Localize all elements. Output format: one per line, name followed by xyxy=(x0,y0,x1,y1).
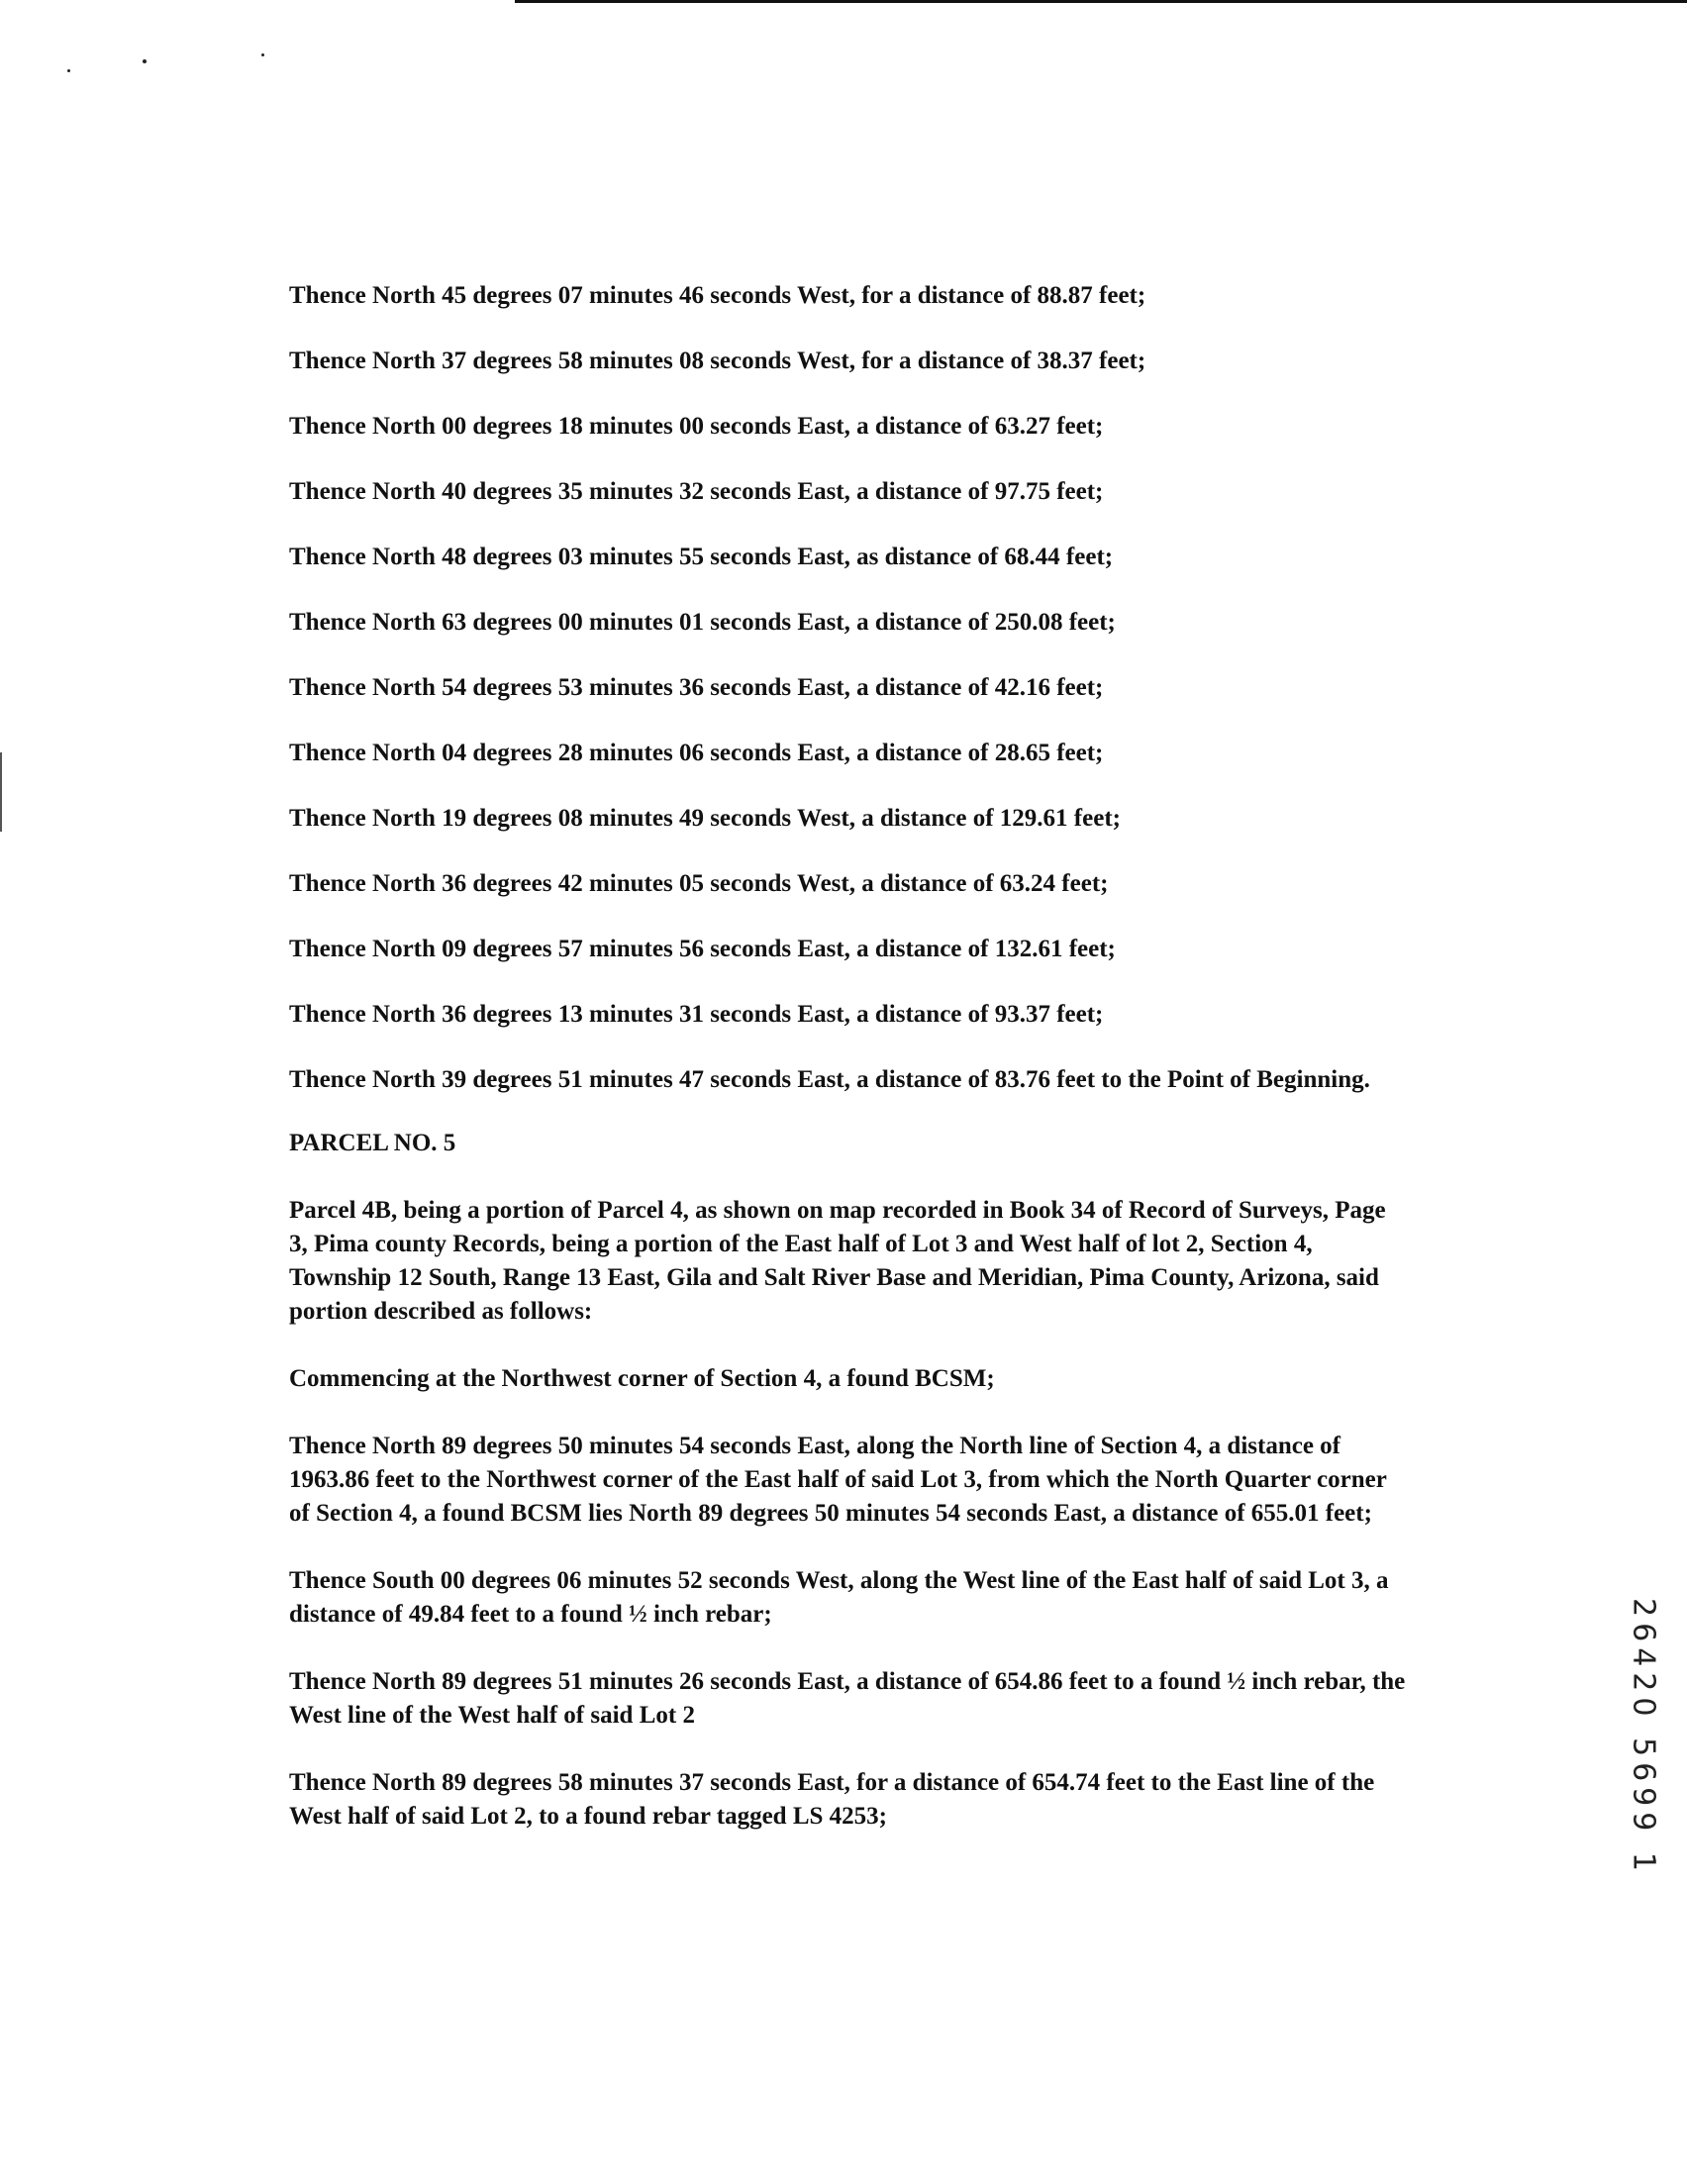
course-line: Thence North 54 degrees 53 minutes 36 seconds East, a distance of 42.16 feet; xyxy=(289,674,1104,701)
course-line: Thence North 48 degrees 03 minutes 55 seconds East, as distance of 68.44 feet; xyxy=(289,544,1114,570)
course-line: Thence North 63 degrees 00 minutes 01 seconds East, a distance of 250.08 feet; xyxy=(289,609,1116,636)
course-line: Thence North 37 degrees 58 minutes 08 seconds West, for a distance of 38.37 feet; xyxy=(289,347,1146,374)
scan-speck xyxy=(143,59,147,63)
course-paragraph: Thence North 89 degrees 51 minutes 26 seconds East, a distance of 654.86 feet to a found ½ inch rebar, the West line of the West half of said Lot 2 xyxy=(289,1668,1406,1729)
course-line: Thence North 40 degrees 35 minutes 32 seconds East, a distance of 97.75 feet; xyxy=(289,478,1104,505)
parcel-description: Parcel 4B, being a portion of Parcel 4, as shown on map recorded in Book 34 of Record of Surveys, Page 3, Pima county Records, being a portion of the East half of Lot 3 and West half of lot 2, Section 4, Township 12 South, Range 13 East, Gila and Salt River Base and Meridian, Pima County, Arizona, said portion described as follows: xyxy=(289,1197,1386,1325)
scan-edge-mark xyxy=(0,752,2,832)
commencing-line: Commencing at the Northwest corner of Section 4, a found BCSM; xyxy=(289,1365,995,1392)
document-number-stamp xyxy=(1624,1594,1663,1881)
course-line: Thence North 04 degrees 28 minutes 06 seconds East, a distance of 28.65 feet; xyxy=(289,740,1104,766)
course-line: Thence North 09 degrees 57 minutes 56 seconds East, a distance of 132.61 feet; xyxy=(289,936,1116,962)
scan-top-border xyxy=(515,0,1687,3)
scan-speck xyxy=(261,53,264,56)
course-paragraph: Thence North 89 degrees 50 minutes 54 seconds East, along the North line of Section 4, a distance of 1963.86 feet to the Northwest corner of the East half of said Lot 3, from which the North Quarter corner of Section 4, a found BCSM lies North 89 degrees 50 minutes 54 seconds East, a distance of 655.01 feet; xyxy=(289,1433,1387,1527)
course-line: Thence North 39 degrees 51 minutes 47 seconds East, a distance of 83.76 feet to the Point of Beginning. xyxy=(289,1066,1370,1093)
document-number-text: 26420 5699 1 xyxy=(1626,1598,1661,1877)
course-line: Thence North 00 degrees 18 minutes 00 seconds East, a distance of 63.27 feet; xyxy=(289,413,1104,440)
course-line: Thence North 36 degrees 42 minutes 05 seconds West, a distance of 63.24 feet; xyxy=(289,870,1109,897)
course-paragraph: Thence South 00 degrees 06 minutes 52 seconds West, along the West line of the East half of said Lot 3, a distance of 49.84 feet to a found ½ inch rebar; xyxy=(289,1567,1389,1628)
parcel-heading: PARCEL NO. 5 xyxy=(289,1130,456,1156)
legal-description xyxy=(289,279,1410,1867)
course-line: Thence North 45 degrees 07 minutes 46 seconds West, for a distance of 88.87 feet; xyxy=(289,282,1146,309)
scan-speck xyxy=(67,69,70,72)
course-line: Thence North 36 degrees 13 minutes 31 seconds East, a distance of 93.37 feet; xyxy=(289,1001,1104,1028)
course-paragraph: Thence North 89 degrees 58 minutes 37 seconds East, for a distance of 654.74 feet to the East line of the West half of said Lot 2, to a found rebar tagged LS 4253; xyxy=(289,1769,1375,1830)
course-line: Thence North 19 degrees 08 minutes 49 seconds West, a distance of 129.61 feet; xyxy=(289,805,1121,832)
